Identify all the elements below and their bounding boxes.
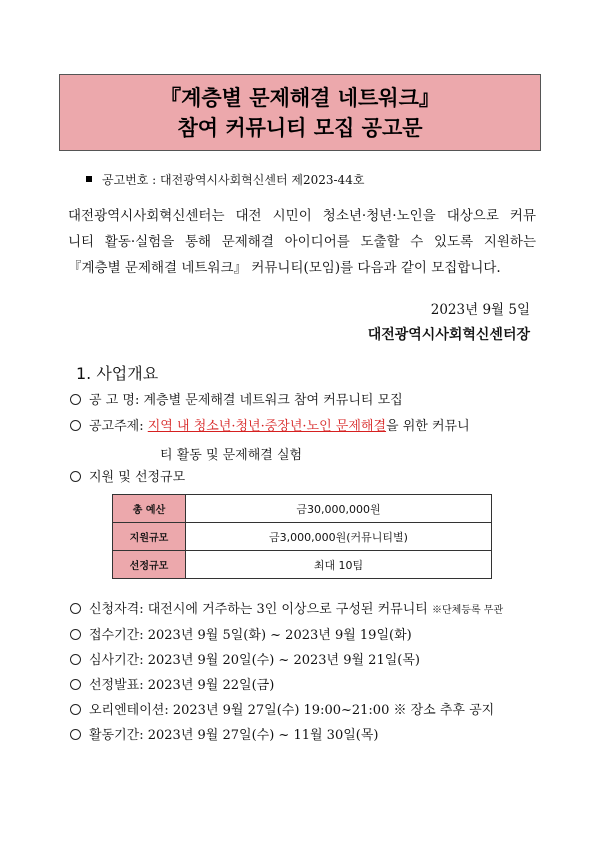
table-value-cell: 금30,000,000원 xyxy=(186,495,492,523)
item-theme-rest: 을 위한 커뮤니 xyxy=(386,419,470,434)
square-bullet-icon xyxy=(86,176,92,182)
organization-name: 대전광역시사회혁신센터장 xyxy=(367,327,530,343)
item-theme-highlight: 지역 내 청소년·청년·중장년·노인 문제해결 xyxy=(147,419,387,434)
circle-bullet-icon xyxy=(70,420,81,431)
table-value-cell: 금3,000,000원(커뮤니티별) xyxy=(186,523,492,551)
item-scale xyxy=(70,469,185,487)
item-eligibility-note: ※단체등록 무관 xyxy=(431,605,504,616)
circle-bullet-icon xyxy=(70,394,81,405)
item-theme-continuation: 티 활동 및 문제해결 실험 xyxy=(160,448,303,463)
item-name-text: 공 고 명: 계층별 문제해결 네트워크 참여 커뮤니티 모집 xyxy=(89,393,403,408)
circle-bullet-icon xyxy=(70,654,81,665)
table-row xyxy=(113,495,492,523)
table-value-cell: 최대 10팀 xyxy=(186,551,492,579)
item-review xyxy=(70,652,420,670)
intro-paragraph xyxy=(68,203,536,281)
table-label-cell: 선정규모 xyxy=(113,551,186,579)
item-announcement xyxy=(70,677,274,695)
item-scale-text: 지원 및 선정규모 xyxy=(89,470,186,485)
item-activity xyxy=(70,727,378,745)
notice-number xyxy=(86,171,364,188)
circle-bullet-icon xyxy=(70,704,81,715)
item-eligibility-text: 신청자격: 대전시에 거주하는 3인 이상으로 구성된 커뮤니티 xyxy=(89,602,432,617)
notice-number-text: 공고번호 : 대전광역시사회혁신센터 제2023-44호 xyxy=(102,173,365,187)
intro-line-3: 『계층별 문제해결 네트워크』 커뮤니티(모임)를 다음과 같이 모집합니다. xyxy=(68,260,501,276)
title-banner xyxy=(59,74,541,151)
item-orientation xyxy=(70,702,494,720)
item-theme xyxy=(70,418,470,436)
circle-bullet-icon xyxy=(70,729,81,740)
item-name xyxy=(70,392,403,410)
support-scale-table xyxy=(112,494,492,579)
item-eligibility xyxy=(70,601,503,620)
table-row xyxy=(113,523,492,551)
item-reception xyxy=(70,627,412,645)
item-orientation-text: 오리엔테이션: 2023년 9월 27일(수) 19:00~21:00 ※ 장소 추후 공지 xyxy=(89,703,495,718)
intro-line-2: 니티 활동·실험을 통해 문제해결 아이디어를 도출할 수 있도록 지원하는 xyxy=(68,234,536,250)
item-review-text: 심사기간: 2023년 9월 20일(수) ~ 2023년 9월 21일(목) xyxy=(89,653,420,668)
item-theme-label: 공고주제: xyxy=(89,419,148,434)
circle-bullet-icon xyxy=(70,471,81,482)
announcement-date: 2023년 9월 5일 xyxy=(430,302,530,318)
section-title: 1. 사업개요 xyxy=(76,364,159,383)
table-label-cell: 총 예산 xyxy=(113,495,186,523)
item-activity-text: 활동기간: 2023년 9월 27일(수) ~ 11월 30일(목) xyxy=(89,728,379,743)
title-line-1: 『계층별 문제해결 네트워크』 xyxy=(160,85,440,110)
table-row xyxy=(113,551,492,579)
circle-bullet-icon xyxy=(70,603,81,614)
circle-bullet-icon xyxy=(70,679,81,690)
item-reception-text: 접수기간: 2023년 9월 5일(화) ~ 2023년 9월 19일(화) xyxy=(89,628,412,643)
table-label-cell: 지원규모 xyxy=(113,523,186,551)
circle-bullet-icon xyxy=(70,629,81,640)
title-line-2: 참여 커뮤니티 모집 공고문 xyxy=(177,115,423,140)
intro-line-1: 대전광역시사회혁신센터는 대전 시민이 청소년·청년·노인을 대상으로 커뮤 xyxy=(68,208,536,224)
item-announcement-text: 선정발표: 2023년 9월 22일(금) xyxy=(89,678,275,693)
